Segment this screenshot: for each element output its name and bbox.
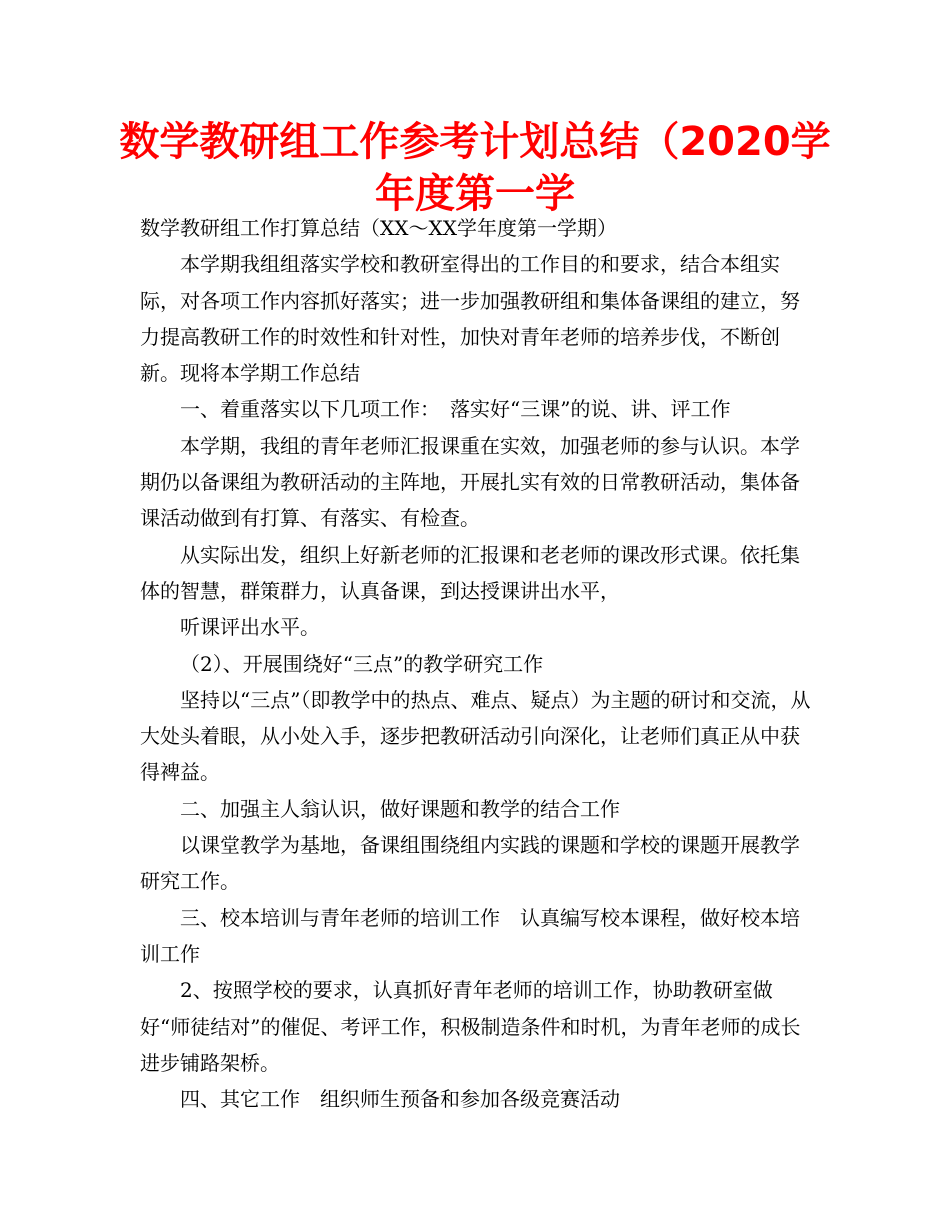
paragraph-listening: 听课评出水平。	[180, 615, 320, 640]
paragraph-classroom: 以课堂教学为基地，备课组围绕组内实践的课题和学校的课题开展教学研究工作。	[140, 833, 800, 894]
section-heading-1: 一、着重落实以下几项工作： 落实好“三课”的说、讲、评工作	[180, 397, 731, 422]
subsection-heading-2: （2）、开展围绕好“三点”的教学研究工作	[180, 651, 544, 676]
intro-paragraph: 本学期我组组落实学校和教研室得出的工作目的和要求，结合本组实际，对各项工作内容抓好落实；进一步加强教研组和集体备课组的建立，努力提高教研工作的时效性和针对性，加快对青年老师的培养步伐，不断创新。现将本学期工作总结	[140, 252, 800, 386]
section-heading-2: 二、加强主人翁认识，做好课题和教学的结合工作	[180, 796, 620, 821]
section-heading-3: 三、校本培训与青年老师的培训工作 认真编写校本课程，做好校本培训工作	[140, 905, 800, 966]
subtitle-paragraph: 数学教研组工作打算总结（XX～XX学年度第一学期）	[140, 216, 617, 240]
section-heading-4: 四、其它工作 组织师生预备和参加各级竞赛活动	[180, 1087, 620, 1112]
document-title: 数学教研组工作参考计划总结（2020学年度第一学	[119, 119, 831, 217]
paragraph-youth-teacher: 本学期，我组的青年老师汇报课重在实效，加强老师的参与认识。本学期仍以备课组为教研活动的主阵地，开展扎实有效的日常教研活动，集体备课活动做到有打算、有落实、有检查。	[140, 433, 800, 531]
paragraph-training: 2、按照学校的要求，认真抓好青年老师的培训工作，协助教研室做好“师徒结对”的催促、考评工作，积极制造条件和时机，为青年老师的成长进步铺路架桥。	[140, 978, 801, 1075]
document-body	[140, 210, 815, 1117]
paragraph-practical: 从实际出发，组织上好新老师的汇报课和老老师的课改形式课。依托集体的智慧，群策群力，认真备课，到达授课讲出水平，	[140, 542, 800, 603]
paragraph-three-points: 坚持以“三点”（即教学中的热点、难点、疑点）为主题的研讨和交流，从大处头着眼，从小处入手，逐步把教研活动引向深化，让老师们真正从中获得裨益。	[140, 687, 811, 785]
